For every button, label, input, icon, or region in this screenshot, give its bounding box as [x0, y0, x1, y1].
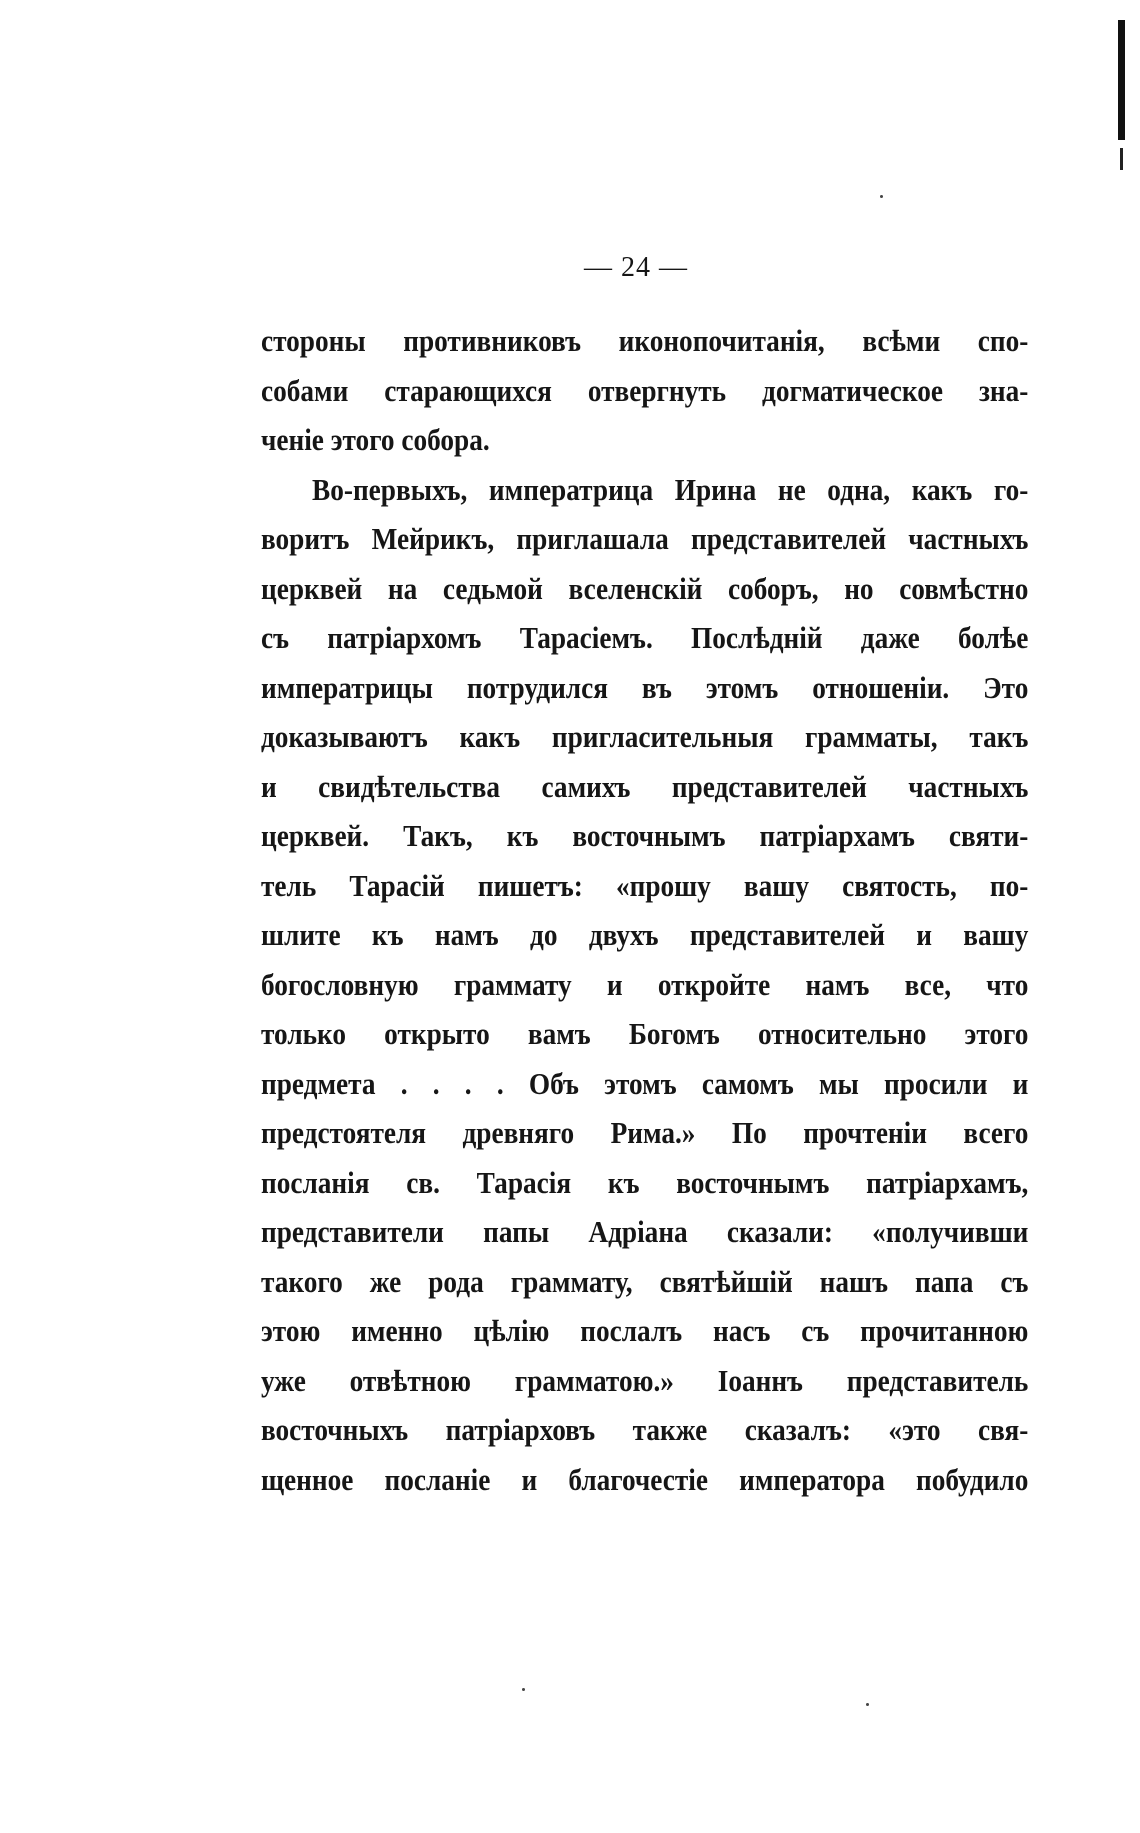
- text-line: собами старающихся отвергнуть догматическое зна-: [261, 372, 1029, 408]
- text-line: богословную граммату и откройте намъ все, что: [261, 966, 1029, 1002]
- paragraph-2: [261, 465, 1028, 1505]
- text-line: шлите къ намъ до двухъ представителей и вашу: [261, 917, 1029, 952]
- text-line: доказываютъ какъ пригласительныя грамматы, такъ: [261, 719, 1029, 754]
- text-line: церквей. Такъ, къ восточнымъ патріархамъ святи-: [261, 818, 1029, 853]
- text-line: восточныхъ патріарховъ также сказалъ: «это свя-: [261, 1412, 1029, 1447]
- text-line: такого же рода граммату, святѣйшій нашъ папа съ: [261, 1263, 1029, 1299]
- text-line: церквей на седьмой вселенскій соборъ, но совмѣстно: [261, 570, 1029, 606]
- text-line: съ патріархомъ Тарасіемъ. Послѣдній даже болѣе: [261, 620, 1029, 655]
- scan-edge-mark: [1118, 20, 1125, 140]
- text-line: императрицы потрудился въ этомъ отношеніи. Это: [261, 669, 1029, 705]
- page-number: — 24 —: [584, 252, 688, 283]
- text-line: посланія св. Тарасія къ восточнымъ патріархамъ,: [261, 1164, 1029, 1200]
- text-line: ченіе этого собора.: [261, 422, 490, 457]
- scan-edge-mark-small: [1120, 148, 1123, 170]
- text-line: предмета . . . . Объ этомъ самомъ мы просили и: [261, 1065, 1029, 1101]
- text-line: тель Тарасій пишетъ: «прошу вашу святость, по-: [261, 867, 1029, 903]
- scan-speck: [522, 1688, 525, 1691]
- text-line: щенное посланіе и благочестіе императора побудило: [261, 1461, 1029, 1497]
- text-line: представители папы Адріана сказали: «получивши: [261, 1214, 1029, 1249]
- text-block: [261, 316, 1029, 1504]
- text-line: Во-первыхъ, императрица Ирина не одна, какъ го-: [312, 471, 1029, 507]
- text-line: уже отвѣтною грамматою.» Іоаннъ представитель: [261, 1362, 1029, 1398]
- text-line: предстоятеля древняго Рима.» По прочтеніи всего: [261, 1115, 1029, 1150]
- text-line: и свидѣтельства самихъ представителей частныхъ: [261, 768, 1029, 804]
- paragraph-1: [261, 316, 1028, 465]
- text-line: стороны противниковъ иконопочитанія, всѣми спо-: [261, 323, 1029, 358]
- text-line: только открыто вамъ Богомъ относительно этого: [261, 1016, 1029, 1051]
- scan-speck: [880, 195, 883, 198]
- scan-speck: [866, 1703, 869, 1706]
- text-line: воритъ Мейрикъ, приглашала представителей частныхъ: [261, 521, 1029, 556]
- text-line: этою именно цѣлію послалъ насъ съ прочитанною: [261, 1313, 1029, 1348]
